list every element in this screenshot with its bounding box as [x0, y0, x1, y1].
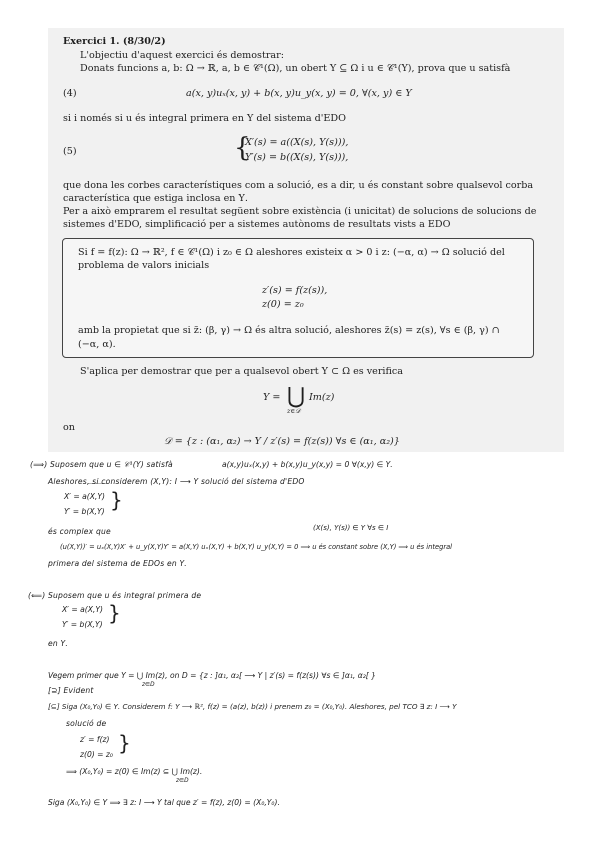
theorem-eq-2: z(0) = z₀ [262, 299, 304, 310]
hw-forward-system-2: Y′ = b(X,Y) [64, 507, 105, 516]
union-intro: S'aplica per demostrar que per a qualsevol obert Υ ⊂ Ω es verifica [80, 366, 403, 377]
characteristics-line-2: característica que estiga inclosa en Υ. [63, 193, 248, 204]
characteristics-line-3: Per a això emprarem el resultat següent sobre existència (i unicitat) de solucions de solucions de [63, 206, 537, 217]
hw-forward-line-1b: a(x,y)uₓ(x,y) + b(x,y)u_y(x,y) = 0 ∀(x,y) ∈ Υ. [222, 460, 393, 469]
hw-union-line-2: [⊇] Evident [48, 686, 94, 695]
theorem-line-4: (−α, α). [78, 339, 116, 350]
hw-forward-note: (X(s), Y(s)) ∈ Υ ∀s ∈ I [313, 524, 389, 532]
hw-underline [88, 483, 108, 484]
theorem-eq-1: z′(s) = f(z(s)), [262, 285, 328, 296]
hw-system-brace-icon: } [110, 488, 123, 512]
hw-forward-line-5: primera del sistema de EDOs en Υ. [48, 559, 187, 568]
hw-backward-system-2: Y′ = b(X,Y) [62, 620, 103, 629]
exercise-title: Exercici 1. (8/30/2) [63, 36, 166, 47]
hw-forward-line-2: Aleshores, si considerem (X,Y): I ⟶ Υ solució del sistema d'EDO [48, 477, 305, 486]
hw-union-brace-icon: } [118, 731, 131, 755]
hw-forward-line-1a: (⟹) Suposem que u ∈ 𝒞¹(Υ) satisfà [30, 460, 173, 469]
domain-definition: 𝒟 = {z : (α₁, α₂) → Υ / z′(s) = f(z(s)) ∀s ∈ (α₁, α₂)} [164, 436, 400, 447]
hw-backward-line-1: (⟸) Suposem que u és integral primera de [28, 591, 202, 600]
exercise-statement: Donats funcions a, b: Ω → ℝ, a, b ∈ 𝒞¹(Ω), un obert Υ ⊆ Ω i u ∈ 𝒞¹(Υ), prova que u satisfà [80, 63, 511, 74]
system-brace-icon: { [234, 133, 251, 163]
hw-backward-brace-icon: } [108, 601, 121, 625]
hw-forward-system-1: X′ = a(X,Y) [64, 492, 105, 501]
equation-5-line-1: X′(s) = a((X(s), Y(s))), [245, 137, 349, 148]
hw-forward-line-3: és complex que [48, 527, 111, 536]
hw-union-line-1: Vegem primer que Υ = ⋃ Im(z), on D = {z : ]α₁, α₂[ ⟶ Υ | z′(s) = f(z(s)) ∀s ∈ ]α₁, α₂[ } [48, 671, 377, 680]
theorem-line-3: amb la propietat que si z̃: (β, γ) → Ω és altra solució, aleshores z̃(s) = z(s), ∀s ∈ (β, γ) ∩ [78, 325, 500, 336]
equation-4-label: (4) [63, 88, 77, 99]
hw-union-line-6: Siga (X₀,Y₀) ∈ Υ ⟹ ∃ z: I ⟶ Υ tal que z′ = f(z), z(0) = (X₀,Y₀). [48, 798, 280, 807]
hw-union-system-2: z(0) = z₀ [80, 750, 113, 759]
iff-statement: si i només si u és integral primera en Υ del sistema d'EDO [63, 113, 346, 124]
hw-union-system-1: z′ = f(z) [80, 735, 110, 744]
hw-backward-line-2: en Υ. [48, 639, 68, 648]
theorem-line-1: Si f = f(z): Ω → ℝ², f ∈ 𝒞¹(Ω) i z₀ ∈ Ω aleshores existeix α > 0 i z: (−α, α) → Ω solució del [78, 247, 505, 258]
on-label: on [63, 422, 75, 433]
union-symbol: ⋃ [287, 384, 306, 409]
union-index: z∈𝒟 [287, 407, 301, 415]
hw-union-line-3: [⊆] Siga (X₀,Y₀) ∈ Υ. Considerem f: Υ ⟶ ℝ², f(z) = (a(z), b(z)) i prenem z₀ = (X₀,Y₀). Aleshores, pel TCO ∃ z: I ⟶ Υ [48, 702, 457, 711]
hw-union-index-2: z∈D [176, 778, 189, 784]
hw-forward-line-4: (u(X,Y))′ = uₓ(X,Y)X′ + u_y(X,Y)Y′ = a(X,Y) uₓ(X,Y) + b(X,Y) u_y(X,Y) = 0 ⟹ u és constant sobre (X,Y) ⟹ u és integral [60, 543, 453, 551]
hw-union-line-4: solució de [66, 719, 107, 728]
equation-5-label: (5) [63, 146, 77, 157]
hw-union-index: z∈D [142, 682, 155, 688]
characteristics-line-4: sistemes d'EDO, simplificació per a sistemes autònoms de resultats vists a EDO [63, 219, 451, 230]
equation-4: a(x, y)uₓ(x, y) + b(x, y)u_y(x, y) = 0, ∀(x, y) ∈ Υ [186, 88, 412, 99]
equation-5-line-2: Y′(s) = b((X(s), Y(s))), [245, 152, 349, 163]
hw-backward-system-1: X′ = a(X,Y) [62, 605, 103, 614]
exercise-intro: L'objectiu d'aquest exercici és demostrar: [80, 50, 284, 61]
hw-union-line-5: ⟹ (X₀,Y₀) = z(0) ∈ Im(z) ⊆ ⋃ Im(z). [66, 767, 203, 776]
union-rhs: Im(z) [309, 392, 335, 403]
theorem-line-2: problema de valors inicials [78, 260, 210, 271]
characteristics-line-1: que dona les corbes característiques com a solució, es a dir, u és constant sobre qualsevol corba [63, 180, 534, 191]
union-lhs: Υ = [263, 392, 281, 403]
